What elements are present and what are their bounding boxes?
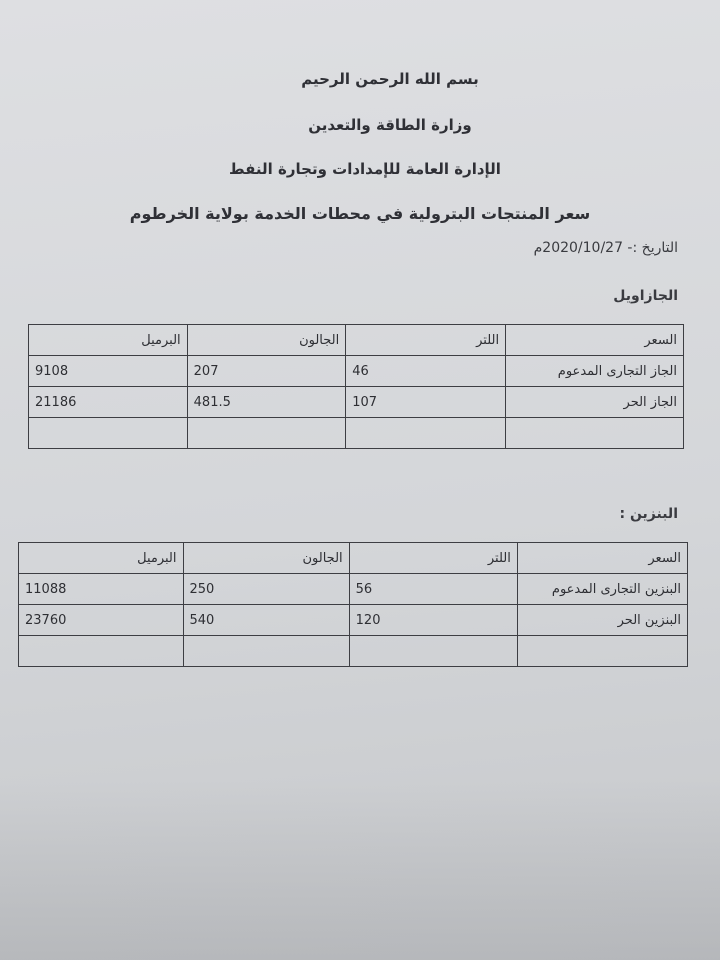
table-header-row bbox=[29, 325, 684, 356]
barrel-price: 9108 bbox=[29, 356, 188, 387]
column-header: اللتر bbox=[346, 325, 506, 356]
table-row bbox=[19, 605, 688, 636]
document-subject: سعر المنتجات البترولية في محطات الخدمة بولاية الخرطوم bbox=[129, 204, 591, 223]
department-name: الإدارة العامة للإمدادات وتجارة النفط bbox=[229, 160, 501, 178]
column-header: البرميل bbox=[19, 543, 184, 574]
column-header: السعر bbox=[517, 543, 687, 574]
empty-table-row bbox=[29, 418, 684, 449]
column-header: السعر bbox=[506, 325, 684, 356]
gallon-price: 540 bbox=[183, 605, 349, 636]
barrel-price: 23760 bbox=[19, 605, 184, 636]
document-date: التاريخ :- 2020/10/27م bbox=[533, 240, 678, 256]
product-name: البنزين التجارى المدعوم bbox=[517, 574, 687, 605]
table-header-row bbox=[19, 543, 688, 574]
table-row bbox=[29, 387, 684, 418]
liter-price: 46 bbox=[346, 356, 506, 387]
liter-price: 107 bbox=[346, 387, 506, 418]
benzine-price-table bbox=[18, 542, 688, 667]
liter-price: 56 bbox=[349, 574, 517, 605]
column-header: البرميل bbox=[29, 325, 188, 356]
gallon-price: 250 bbox=[183, 574, 349, 605]
liter-price: 120 bbox=[349, 605, 517, 636]
basmala: بسم الله الرحمن الرحيم bbox=[301, 70, 479, 88]
benzine-section-title: البنزين : bbox=[619, 506, 678, 522]
ministry-name: وزارة الطاقة والتعدين bbox=[308, 116, 472, 134]
table-row bbox=[19, 574, 688, 605]
barrel-price: 11088 bbox=[19, 574, 184, 605]
column-header: الجالون bbox=[187, 325, 346, 356]
column-header: اللتر bbox=[349, 543, 517, 574]
gallon-price: 481.5 bbox=[187, 387, 346, 418]
product-name: البنزين الحر bbox=[517, 605, 687, 636]
table-row bbox=[29, 356, 684, 387]
gallon-price: 207 bbox=[187, 356, 346, 387]
empty-table-row bbox=[19, 636, 688, 667]
barrel-price: 21186 bbox=[29, 387, 188, 418]
product-name: الجاز الحر bbox=[506, 387, 684, 418]
page-shadow bbox=[0, 780, 720, 960]
product-name: الجاز التجارى المدعوم bbox=[506, 356, 684, 387]
gasoil-price-table bbox=[28, 324, 684, 449]
gasoil-section-title: الجازاويل bbox=[613, 288, 678, 304]
column-header: الجالون bbox=[183, 543, 349, 574]
